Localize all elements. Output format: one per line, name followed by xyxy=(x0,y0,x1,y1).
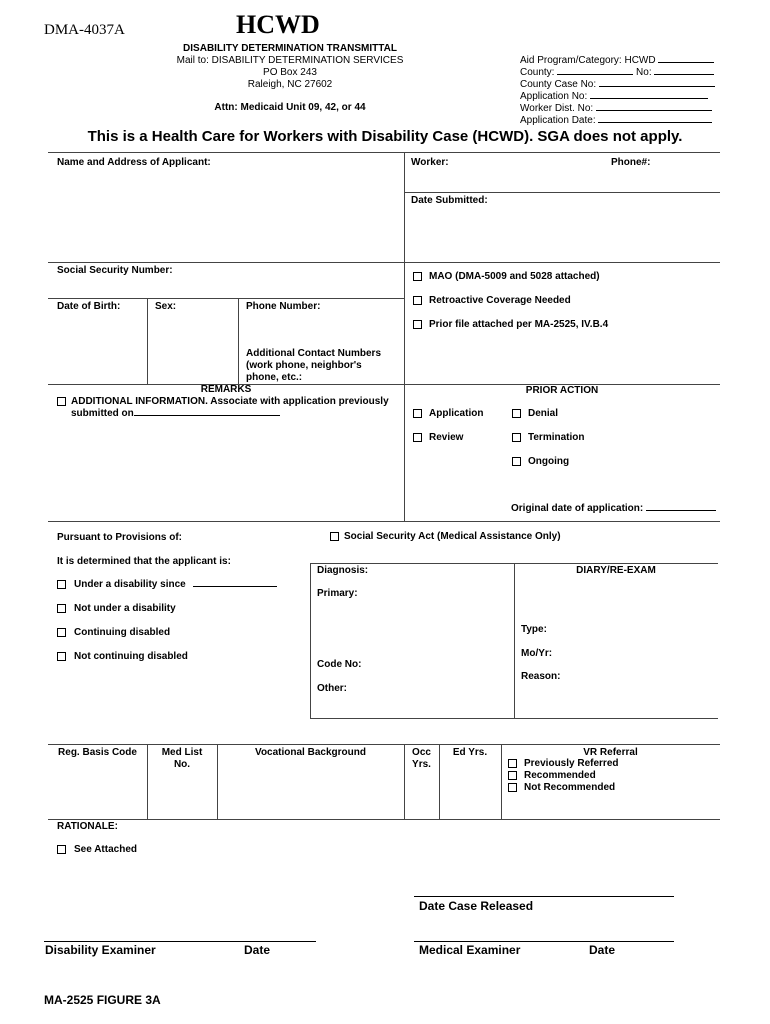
application-date-line[interactable] xyxy=(598,122,712,123)
termination-label: Termination xyxy=(528,432,585,443)
rule xyxy=(238,298,239,384)
mao-label: MAO (DMA-5009 and 5028 attached) xyxy=(429,271,600,282)
remarks-title: REMARKS xyxy=(200,384,252,395)
under-disability-line[interactable] xyxy=(193,586,277,587)
diagnosis-label: Diagnosis: xyxy=(317,565,369,576)
application-date-label: Application Date: xyxy=(520,115,596,126)
additional-contact-line-3: phone, etc.: xyxy=(246,372,303,383)
under-disability-checkbox[interactable] xyxy=(57,580,66,589)
medical-examiner-signature-line[interactable] xyxy=(414,941,674,942)
ongoing-label: Ongoing xyxy=(528,456,570,467)
additional-contact-line-2: (work phone, neighbor's xyxy=(246,360,362,371)
ssa-checkbox[interactable] xyxy=(330,532,339,541)
mao-checkbox[interactable] xyxy=(413,272,422,281)
date-case-released-label: Date Case Released xyxy=(419,899,534,913)
recommended-checkbox[interactable] xyxy=(508,771,517,780)
po-box: PO Box 243 xyxy=(263,67,317,78)
original-date-label: Original date of application: xyxy=(511,503,644,514)
additional-info-checkbox[interactable] xyxy=(57,397,66,406)
figure-label: MA-2525 FIGURE 3A xyxy=(44,993,161,1007)
rule xyxy=(147,298,148,384)
rule xyxy=(310,718,718,719)
original-date-field[interactable] xyxy=(511,503,716,514)
see-attached-checkbox[interactable] xyxy=(57,845,66,854)
application-date-field[interactable] xyxy=(520,115,720,126)
not-recommended-checkbox[interactable] xyxy=(508,783,517,792)
vr-referral-header: VR Referral xyxy=(583,747,638,758)
rule xyxy=(48,819,720,820)
not-continuing-label: Not continuing disabled xyxy=(74,651,188,662)
previously-referred-checkbox[interactable] xyxy=(508,759,517,768)
additional-contact-label xyxy=(246,348,381,384)
phone-number-label: Phone Number: xyxy=(246,301,321,312)
additional-info-label: ADDITIONAL INFORMATION. Associate with application previously xyxy=(71,396,389,407)
form-title: DISABILITY DETERMINATION TRANSMITTAL xyxy=(183,43,397,54)
reason-label: Reason: xyxy=(521,671,561,682)
recommended-label: Recommended xyxy=(524,770,596,781)
pursuant-label: Pursuant to Provisions of: xyxy=(57,532,183,543)
review-label: Review xyxy=(429,432,464,443)
prior-file-checkbox[interactable] xyxy=(413,320,422,329)
phone-label: Phone#: xyxy=(611,157,651,168)
under-disability-field[interactable] xyxy=(74,579,277,590)
primary-label: Primary: xyxy=(317,588,358,599)
denial-checkbox[interactable] xyxy=(512,409,521,418)
rule xyxy=(48,262,720,263)
mail-to: Mail to: DISABILITY DETERMINATION SERVICES xyxy=(176,55,404,66)
county-label: County: xyxy=(520,67,555,78)
aid-program-field[interactable] xyxy=(520,55,720,66)
continuing-checkbox[interactable] xyxy=(57,628,66,637)
ssa-label: Social Security Act (Medical Assistance Only) xyxy=(344,531,561,542)
rule xyxy=(514,563,515,718)
not-continuing-checkbox[interactable] xyxy=(57,652,66,661)
submitted-on-line[interactable] xyxy=(134,415,280,416)
date-case-released-line[interactable] xyxy=(414,896,674,897)
worker-label: Worker: xyxy=(411,157,449,168)
county-line[interactable] xyxy=(557,74,633,75)
application-no-line[interactable] xyxy=(590,98,708,99)
not-recommended-label: Not Recommended xyxy=(524,782,616,793)
reg-basis-header: Reg. Basis Code xyxy=(58,747,137,758)
county-case-label: County Case No: xyxy=(520,79,597,90)
rule xyxy=(48,521,720,522)
worker-dist-line[interactable] xyxy=(596,110,712,111)
not-under-checkbox[interactable] xyxy=(57,604,66,613)
under-disability-label: Under a disability since xyxy=(74,579,186,590)
prior-file-label: Prior file attached per MA-2525, IV.B.4 xyxy=(429,319,609,330)
name-address-label: Name and Address of Applicant: xyxy=(57,157,211,168)
dob-label: Date of Birth: xyxy=(57,301,121,312)
aid-program-line[interactable] xyxy=(658,62,714,63)
ongoing-checkbox[interactable] xyxy=(512,457,521,466)
occ-line-1: Occ xyxy=(412,747,431,758)
vocational-header: Vocational Background xyxy=(255,747,366,758)
disability-examiner-date-label: Date xyxy=(244,943,271,957)
aid-program-label: Aid Program/Category: HCWD xyxy=(520,55,656,66)
county-case-line[interactable] xyxy=(599,86,715,87)
medical-examiner-label: Medical Examiner xyxy=(419,943,521,957)
attn-line: Attn: Medicaid Unit 09, 42, or 44 xyxy=(214,102,366,113)
worker-dist-field[interactable] xyxy=(520,103,720,114)
county-field[interactable] xyxy=(520,67,720,78)
county-no-line[interactable] xyxy=(654,74,714,75)
sex-label: Sex: xyxy=(155,301,177,312)
rule xyxy=(48,152,720,153)
medical-examiner-date-label: Date xyxy=(589,943,616,957)
med-list-line-1: Med List xyxy=(161,747,203,758)
code-no-label: Code No: xyxy=(317,659,362,670)
hcwd-notice: This is a Health Care for Workers with Disability Case (HCWD). SGA does not apply. xyxy=(87,128,683,145)
rationale-label: RATIONALE: xyxy=(57,821,118,832)
med-list-header xyxy=(147,747,217,771)
additional-contact-line-1: Additional Contact Numbers xyxy=(246,348,382,359)
name-address-field[interactable] xyxy=(50,168,400,258)
see-attached-label: See Attached xyxy=(74,844,137,855)
date-submitted-label: Date Submitted: xyxy=(411,195,488,206)
application-label: Application xyxy=(429,408,484,419)
city-state-zip: Raleigh, NC 27602 xyxy=(247,79,333,90)
occ-header xyxy=(404,747,439,771)
submitted-on-field[interactable] xyxy=(71,408,280,419)
ssn-label: Social Security Number: xyxy=(57,265,173,276)
review-checkbox[interactable] xyxy=(413,433,422,442)
rule xyxy=(48,744,720,745)
rule xyxy=(404,152,405,521)
rule xyxy=(48,298,404,299)
retro-label: Retroactive Coverage Needed xyxy=(429,295,571,306)
termination-checkbox[interactable] xyxy=(512,433,521,442)
type-label: Type: xyxy=(521,624,547,635)
rule xyxy=(310,563,311,718)
ed-header: Ed Yrs. xyxy=(452,747,488,758)
determined-label: It is determined that the applicant is: xyxy=(57,556,231,567)
disability-examiner-signature-line[interactable] xyxy=(44,941,316,942)
prior-action-title: PRIOR ACTION xyxy=(525,385,599,396)
med-list-line-2: No. xyxy=(173,759,191,770)
continuing-label: Continuing disabled xyxy=(74,627,171,638)
occ-line-2: Yrs. xyxy=(412,759,431,770)
denial-label: Denial xyxy=(528,408,559,419)
county-no-label: No: xyxy=(636,67,652,78)
rule xyxy=(404,192,720,193)
retro-checkbox[interactable] xyxy=(413,296,422,305)
application-checkbox[interactable] xyxy=(413,409,422,418)
original-date-line[interactable] xyxy=(646,510,716,511)
diary-title: DIARY/RE-EXAM xyxy=(576,565,656,576)
application-no-field[interactable] xyxy=(520,91,720,102)
previously-referred-label: Previously Referred xyxy=(524,758,619,769)
county-case-field[interactable] xyxy=(520,79,720,90)
application-no-label: Application No: xyxy=(520,91,588,102)
not-under-label: Not under a disability xyxy=(74,603,176,614)
program-title: HCWD xyxy=(236,10,320,39)
other-label: Other: xyxy=(317,683,347,694)
submitted-on-label: submitted on xyxy=(71,408,134,419)
mo-yr-label: Mo/Yr: xyxy=(521,648,553,659)
worker-dist-label: Worker Dist. No: xyxy=(520,103,594,114)
form-id: DMA-4037A xyxy=(44,22,125,38)
disability-examiner-label: Disability Examiner xyxy=(45,943,156,957)
